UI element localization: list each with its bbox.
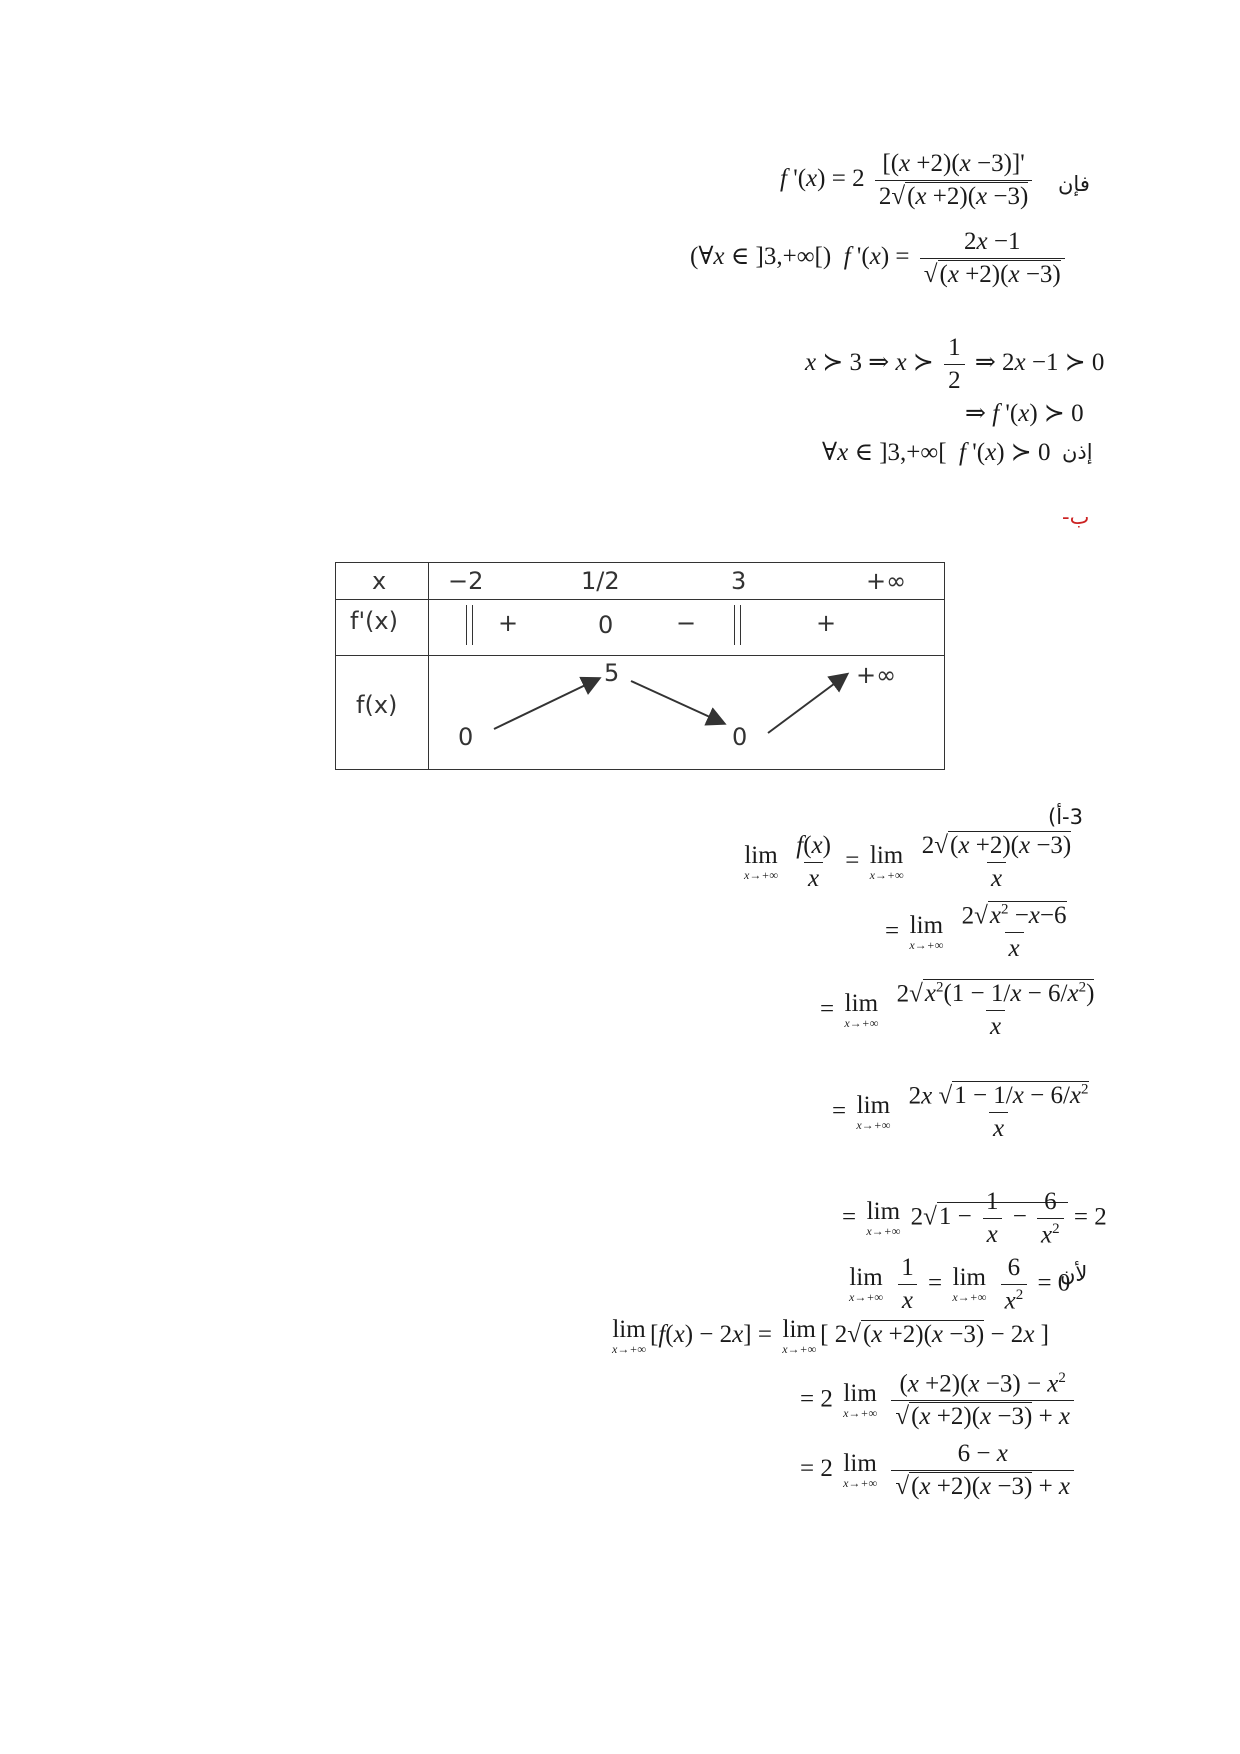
limit-line-8: = 2 lim x→+∞ $\frac{(x +2)(x -3) - x^2}{√(x +2)(x -3) + x}$: [800, 1370, 1078, 1431]
section-b-marker: ب-: [1062, 505, 1090, 529]
arrow-up-1: [494, 679, 598, 729]
f-value-max: 5: [604, 659, 620, 687]
limit-line-4: = lim x→+∞ $\frac{2x √1 - 1/x - 6/x^2}{x}$: [832, 1082, 1089, 1143]
x-value-minus2: −2: [448, 567, 484, 595]
limit-line-2: = lim x→+∞ $\frac{2√x^2 -x-6}{x}$: [885, 902, 1067, 963]
variation-arrows: [336, 563, 944, 769]
x-value-3: 3: [731, 567, 747, 595]
section-3a-marker: 3-أ): [1048, 805, 1083, 829]
limit-line-1: lim x→+∞ $\frac{f(x)}{x}$ = lim x→+∞ $\frac{2√(x +2)(x -3)}{x}$: [744, 832, 1072, 892]
limit-line-9: = 2 lim x→+∞ $\frac{6 - x}{√(x +2)(x -3) + x}$: [800, 1440, 1078, 1501]
arabic-li-anna: لأن: [1060, 1262, 1088, 1286]
row-label-fprime: f'(x): [350, 607, 398, 635]
arrow-up-2: [768, 675, 846, 733]
sign-minus: −: [676, 609, 697, 637]
f-value-min: 0: [732, 723, 748, 751]
sign-plus-2: +: [816, 609, 837, 637]
limit-line-5: = lim x→+∞ 2√1 − $\frac{1}{x}$ − $\frac{6}{x^2}$ = 2: [842, 1188, 1107, 1249]
limit-line-6: lim x→+∞ $\frac{1}{x}$ = lim x→+∞ $\frac{6}{x^2}$ = 0: [849, 1254, 1071, 1315]
implication-line-2: ⇒ f '(x) ≻ 0: [965, 400, 1084, 427]
row-label-f: f(x): [356, 691, 398, 719]
sign-zero: 0: [598, 611, 614, 639]
limit-line-3: = lim x→+∞ $\frac{2√x^2(1 - 1/x - 6/x^2)}{x}$: [820, 980, 1095, 1041]
x-value-plus-infinity: +∞: [866, 567, 907, 595]
variation-table: [335, 562, 945, 770]
implication-line-1: x ≻ 3 ⇒ x ≻ $\frac{1}{2}$ ⇒ 2x −1 ≻ 0: [805, 334, 1105, 394]
arrow-down: [631, 681, 723, 723]
derivative-line-1: f '(x) = 2 $\frac{[(x +2)(x -3)]'}{2√(x +2)(x -3)}$: [780, 150, 1036, 211]
derivative-line-2: (∀x ∈ ]3,+∞[) f '(x) = $\frac{2x -1}{√(x +2)(x -3)}$: [690, 228, 1069, 289]
arabic-idhan: إذن: [1062, 440, 1093, 464]
f-value-left: 0: [458, 723, 474, 751]
row-label-x: x: [372, 567, 387, 595]
limit-line-7: lim x→+∞ [f(x) − 2x] = lim x→+∞ [ 2√(x +2)(x −3) − 2x ]: [612, 1316, 1049, 1356]
conclusion-line: ∀x ∈ ]3,+∞[ f '(x) ≻ 0: [822, 439, 1051, 466]
arabic-fa-inna: فإن: [1058, 172, 1090, 196]
f-value-plus-infinity: +∞: [856, 661, 897, 689]
sign-plus-1: +: [498, 609, 519, 637]
x-value-half: 1/2: [581, 567, 620, 595]
